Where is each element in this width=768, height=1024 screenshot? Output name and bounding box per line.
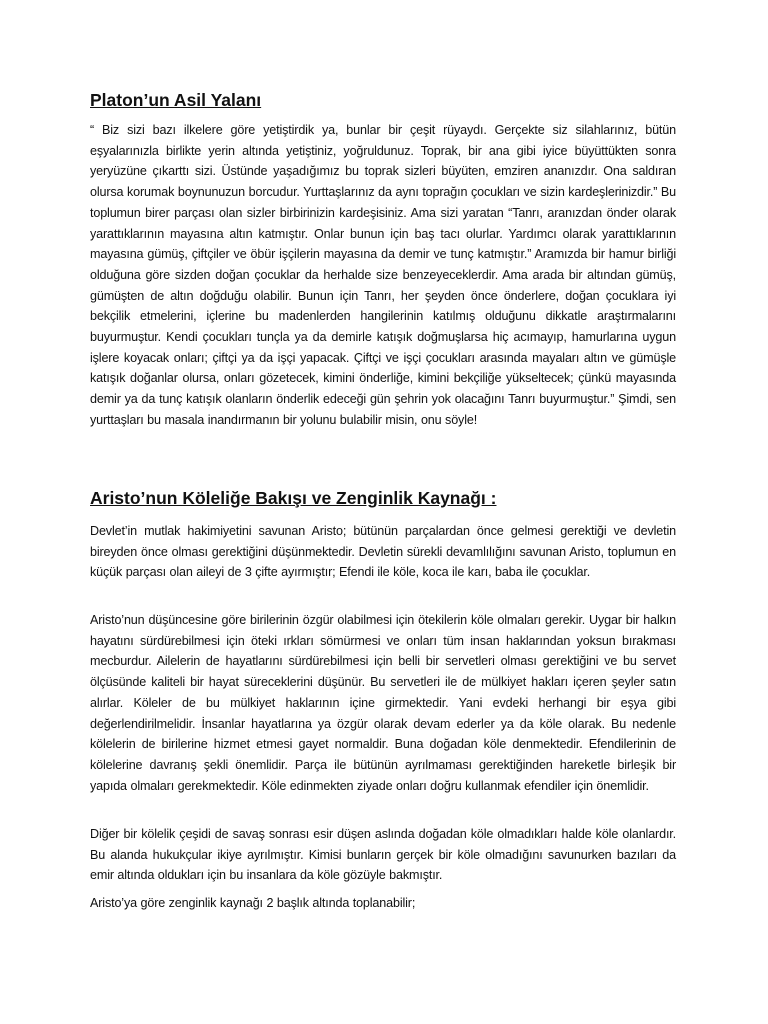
paragraph-aristo-2: Aristo’nun düşüncesine göre birilerinin özgür olabilmesi için ötekilerin köle olmaları gerekir. Uygar bir halkın hayatını sürdürebilmesi için öteki ırkları sömürmesi ve onları tüm insan haklarından yoksun bırakması mecburdur. Ailelerin de hayatlarını sürdürebilmesi için belli bir servetleri olması gerektiğini ve bu servet ölçüsünde kaliteli bir hayat süreceklerini düşünür. Bu servetleri ile de mülkiyet hakları içeren şeyler satın alırlar. Köleler de bu mülkiyet haklarının içine girmektedir. Yani evdeki herhangi bir eşya gibi değerlendirilmelidir. İnsanlar hayatlarına ya özgür olarak devam ederler ya da köle olarak. Bu nedenle kölelerin de birilerine hizmet etmesi gayet normaldir. Buna doğadan köle denmektedir. Efendilerinin de kölelerine davranış şekli önemlidir. Parça ile bütünün ayrılmaması gerektiğinden hareketle birleşik bir yapıda olmaları gerekmektedir. Köle edinmekten ziyade onları doğru kullanmak efendiler için önemlidir. [90,613,676,793]
paragraph-aristo-4: Aristo’ya göre zenginlik kaynağı 2 başlık altında toplanabilir; [90,896,416,910]
paragraph-platon: “ Biz sizi bazı ilkelere göre yetiştirdik ya, bunlar bir çeşit rüyaydı. Gerçekte siz silahlarınız, bütün eşyalarınızla birlikte yerin altında yetiştiniz, yoğruldunuz. Toprak, bir ana gibi iyice büyüttükten sonra yeryüzüne çıkarttı sizi. Üstünde yaşadığımız bu toprak sizleri büyüten, emziren ananızdır. Ona saldıran olursa korumak boynunuzun borcudur. Yurttaşlarınız da aynı toprağın çocukları ve sizin kardeşlerinizdir.” Bu toplumun birer parçası olan sizler birbirinizin kardeşisiniz. Ama sizi yaratan “Tanrı, aranızdan önder olarak yarattıklarının mayasına altın katmıştır. Onlar bunun için baş tacı olurlar. Yardımcı olarak yarattıklarının mayasına gümüş, çiftçiler ve öbür işçilerin mayasına da demir ve tunç katmıştır.” Aramızda bir hamur birliği olduğuna göre sizden doğan çocuklar da herhalde size benzeyeceklerdir. Ama arada bir altından gümüş, gümüşten de altın doğduğu olabilir. Bunun için Tanrı, her şeyden önce önderlere, doğan çocuklara iyi bekçilik etmelerini, içlerine bu madenlerden hangilerinin katılmış olduğunu dikkatle araştırmalarını buyurmuştur. Kendi çocukları tunçla ya da demirle katışık doğmuşlarsa hiç acımayıp, hamurlarına uygun işlere koyacak onları; çiftçi ya da işçi yapacak. Çiftçi ve işçi çocukları arasında mayaları altın ve gümüşle katışık doğanlar olursa, onları gözetecek, kimini önderliğe, kimini bekçiliğe yükseltecek; çünkü mayasında demir ya da tunç katışık olanların önderlik edeceği gün şehrin yok olacağını Tanrı buyurmuştur.” Şimdi, sen yurttaşları bu masala inandırmanın bir yolunu bulabilir misin, onu söyle! [90,123,676,427]
paragraph-aristo-1: Devlet’in mutlak hakimiyetini savunan Aristo; bütünün parçalardan önce gelmesi gerektiği ve devletin bireyden önce olması gerektiğini düşünmektedir. Devletin sürekli devamlılığını savunan Aristo, toplumun en küçük parçası olan aileyi de 3 çifte ayırmıştır; Efendi ile köle, koca ile karı, baba ile çocuklar. [90,524,676,580]
section-title-aristo: Aristo’nun Köleliğe Bakışı ve Zenginlik Kaynağı : [90,488,497,508]
section-title-platon: Platon’un Asil Yalanı [90,90,262,110]
paragraph-aristo-3: Diğer bir kölelik çeşidi de savaş sonrası esir düşen aslında doğadan köle olmadıkları halde köle olanlardır. Bu alanda hukukçular ikiye ayrılmıştır. Kimisi bunların gerçek bir köle olmadığını savunurken bazıları da emir altında oldukları için bu insanlara da köle gözüyle bakmıştır. [90,827,676,883]
